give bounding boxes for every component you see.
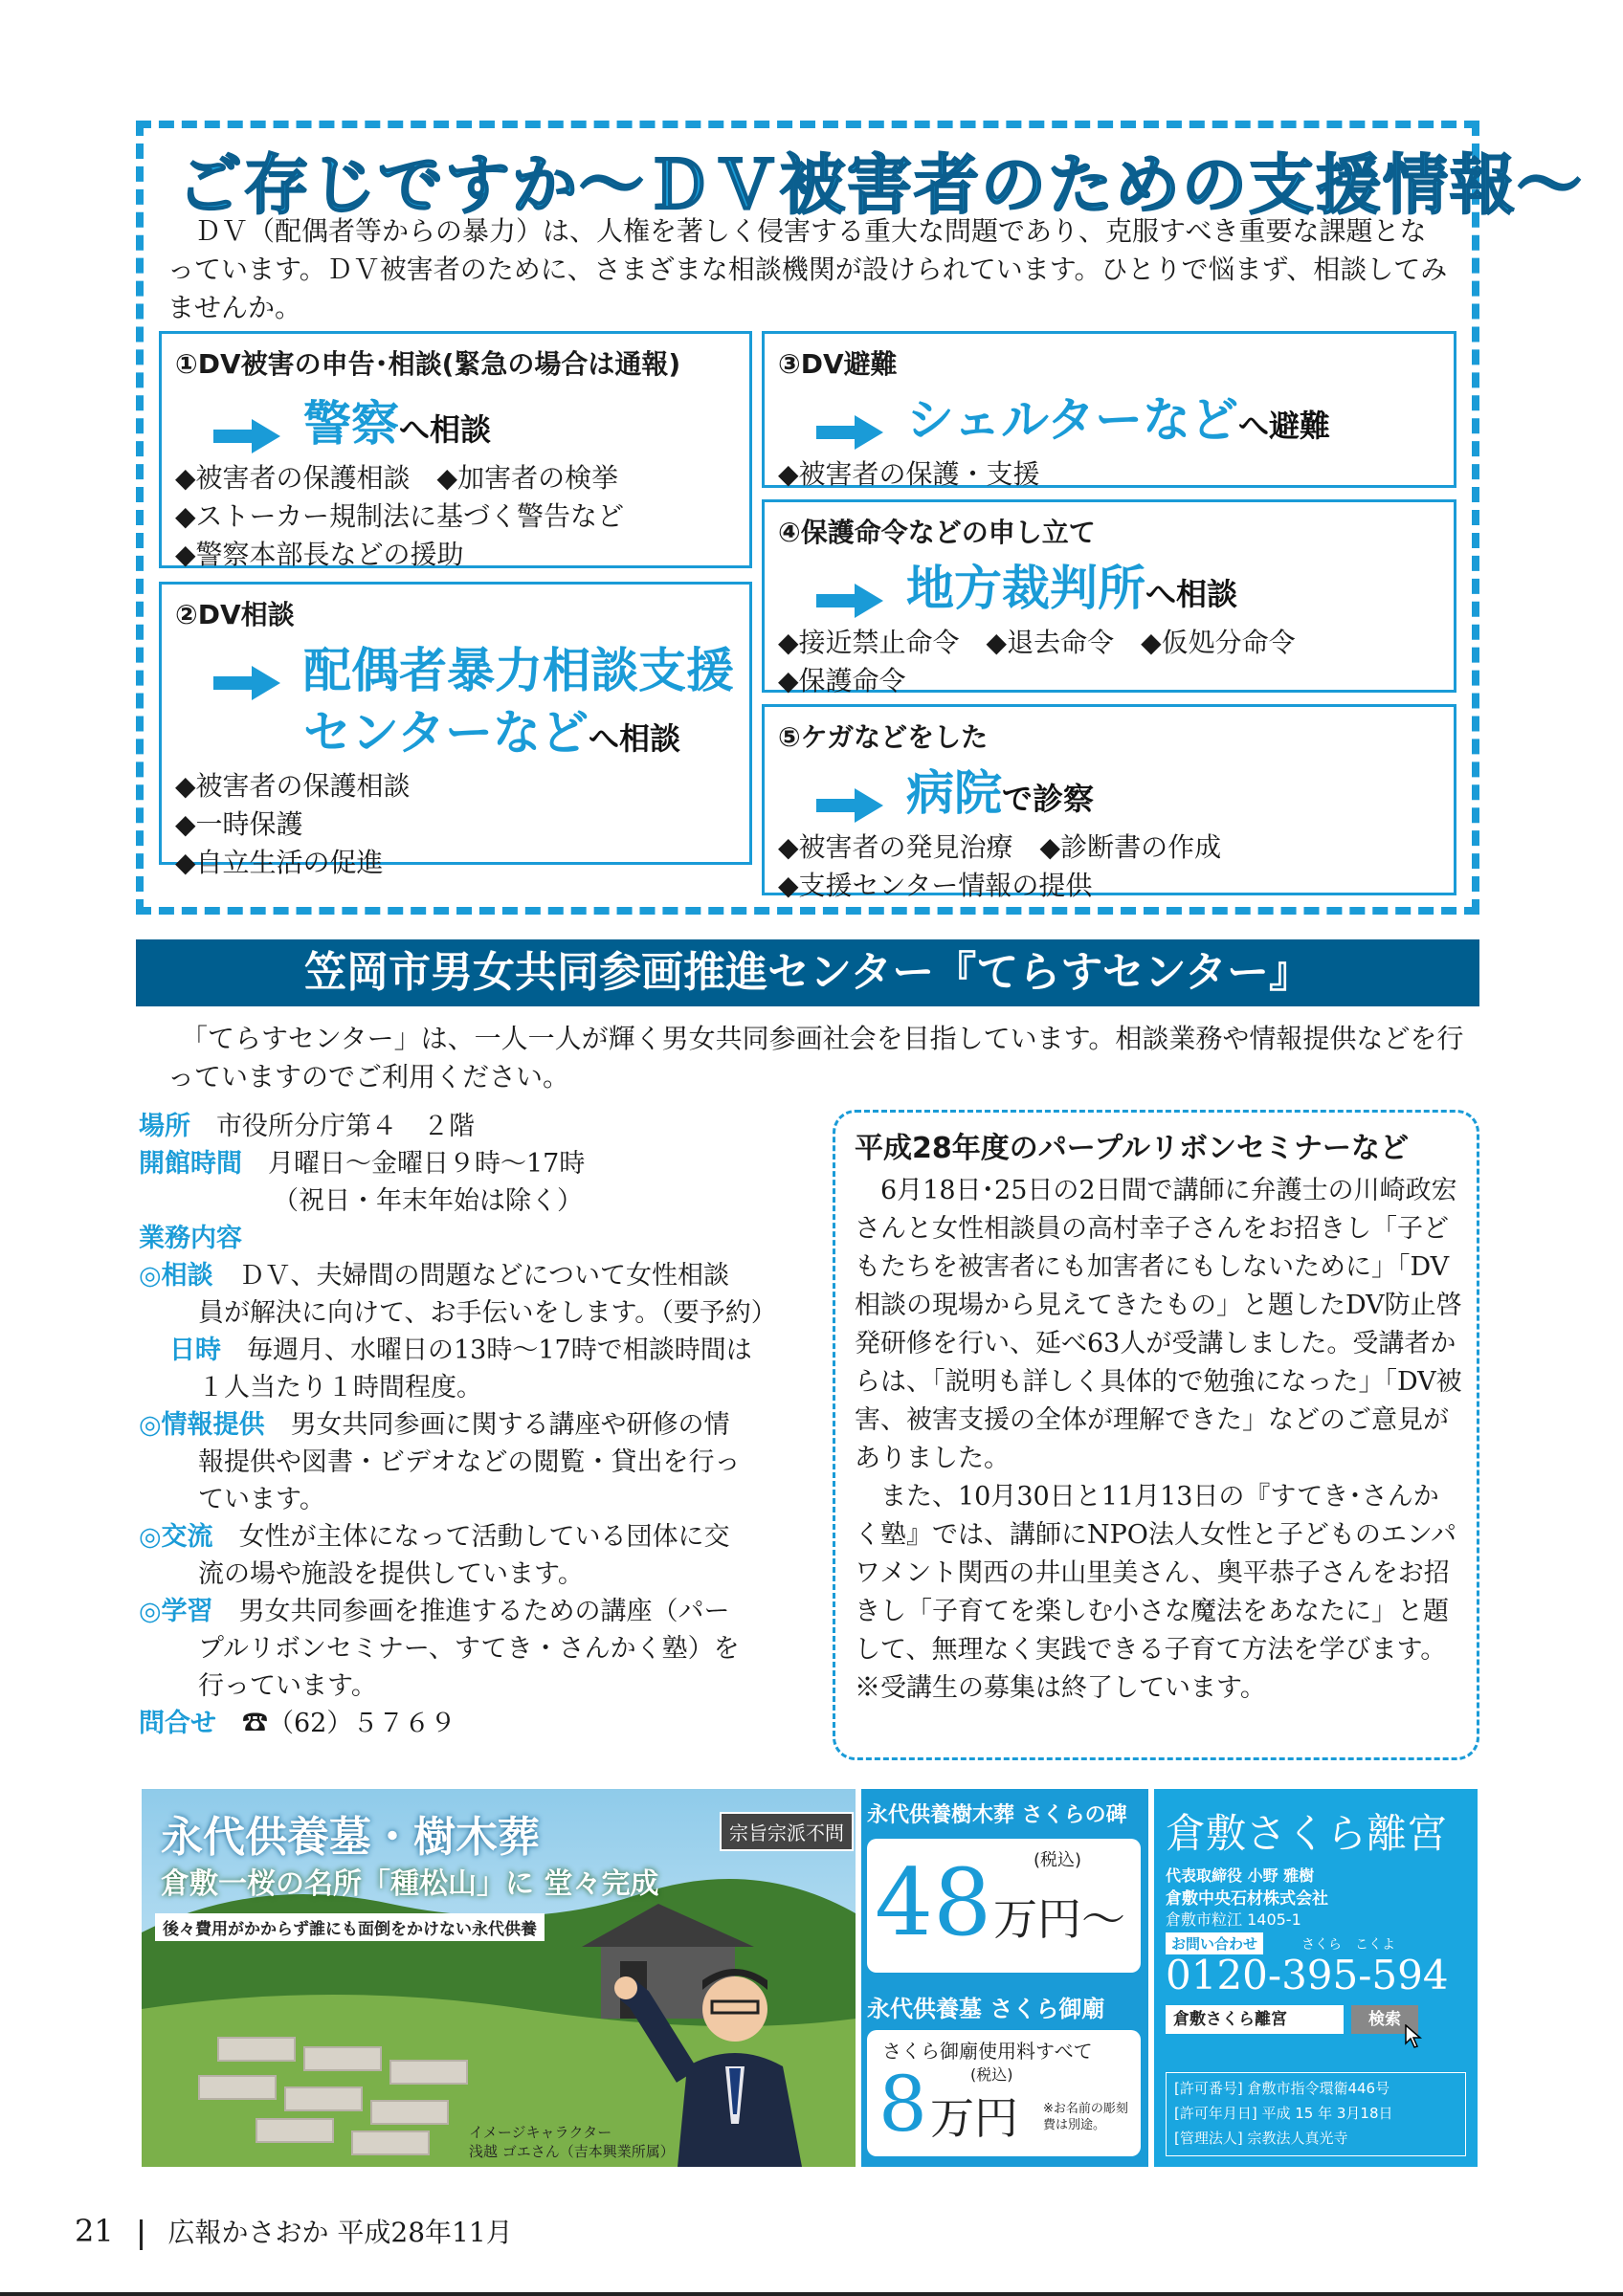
ad-headline: 永代供養墓・樹木葬 [161, 1813, 540, 1862]
footer-divider [140, 2219, 143, 2250]
price1-amount: 48 [875, 1849, 992, 1956]
terasu-info [139, 1108, 823, 1742]
phone-number[interactable]: 0120-395-594 [1166, 1952, 1449, 1998]
permit-box [1166, 2072, 1466, 2156]
exchange-label: ◎交流 [139, 1522, 213, 1552]
ad-price-panel [861, 1789, 1148, 2167]
study-label: ◎学習 [139, 1597, 213, 1626]
list-item: ◆接近禁止命令 ◆退去命令 ◆仮処分命令 [778, 626, 1296, 658]
cursor-icon [1405, 2024, 1424, 2049]
info-label: ◎情報提供 [139, 1410, 265, 1440]
target-name: 警察 [303, 396, 399, 452]
seminar-note: ※受講生の募集は終了しています。 [855, 1673, 1266, 1703]
seminar-title: 平成28年度のパープルリボンセミナーなど [855, 1132, 1410, 1165]
schedule-text: 毎週月、水曜日の13時～17時で相談時間は [247, 1336, 752, 1365]
hours-value: 月曜日～金曜日９時～17時 [268, 1149, 586, 1179]
consult-text: ＤＶ、夫婦間の問題などについて女性相談 [238, 1261, 730, 1291]
inquiry-label: お問い合わせ [1166, 1932, 1263, 1954]
dv-box-police [159, 331, 752, 568]
contact-phone: ☎（62）５７６９ [242, 1709, 456, 1738]
list-item: ◆一時保護 [175, 807, 303, 840]
box-heading: ⑤ケガなどをした [778, 721, 989, 753]
schedule-label: 日時 [169, 1336, 221, 1365]
list-item: ◆被害者の保護相談 [175, 769, 411, 802]
box-heading: ①DV被害の申告･相談(緊急の場合は通報) [175, 348, 681, 380]
services-label: 業務内容 [139, 1224, 242, 1253]
study-text-3: 行っています。 [198, 1671, 377, 1701]
dv-box-court [762, 499, 1456, 696]
list-item: ◆自立生活の促進 [175, 846, 384, 878]
target-suffix: で診察 [1002, 781, 1095, 817]
exchange-text-2: 流の場や施設を提供しています。 [198, 1559, 584, 1589]
dv-intro: ＤＶ（配偶者等からの暴力）は、人権を著しく侵害する重大な問題であり、克服すべき重要な課題となっています。ＤＶ被害者のために、さまざまな相談機関が設けられています。ひとりで悩まず、相談してみませんか。 [167, 215, 1448, 323]
exchange-text: 女性が主体になって活動している団体に交 [238, 1522, 730, 1552]
target-name: 病院 [906, 765, 1002, 821]
representative: 代表取締役 小野 雅樹 [1166, 1866, 1315, 1885]
list-item: ◆被害者の保護・支援 [778, 457, 1040, 490]
consult-label: ◎相談 [139, 1261, 213, 1291]
phone-ruby: さくら こくよ [1301, 1937, 1395, 1953]
seminar-paragraph-2: また、10月30日と11月13日の『すてき･さんかく塾』では、講師にNPO法人女性と子どものエンパワメント関西の井山里美さん、奥平恭子さんをお招きし「子育てを楽しむ小さな魔法をあなたに」と題して、無理なく実践できる子育て方法を学びます。 [855, 1482, 1457, 1665]
hours-label: 開館時間 [139, 1149, 242, 1179]
ad-tag: 宗旨宗派不問 [720, 1812, 854, 1851]
price2-desc: さくら御廟使用料すべて [882, 2040, 1093, 2063]
ad-photo-panel [142, 1789, 856, 2167]
study-text-2: プルリボンセミナー、すてき・さんかく塾）を [198, 1634, 740, 1664]
ad-subheadline: 倉敷一桜の名所「種松山」に 堂々完成 [161, 1867, 659, 1901]
price2-card [867, 2030, 1141, 2156]
dv-title: ご存じですか～ＤＶ被害者のための支援情報～ [177, 148, 1585, 224]
list-item: ◆警察本部長などの援助 [175, 538, 464, 570]
ad-caption-1: イメージキャラクター [469, 2124, 612, 2141]
target-suffix: へ相談 [1145, 576, 1238, 612]
ad-contact-panel [1154, 1789, 1478, 2167]
hours-note: （祝日・年末年始は除く） [273, 1186, 583, 1216]
ad-caption-2: 浅越 ゴエさん（吉本興業所属） [469, 2143, 675, 2160]
arrow-right-icon [816, 413, 883, 452]
arrow-right-icon [213, 417, 280, 455]
permit-corp: [管理法人] 宗教法人真光寺 [1174, 2130, 1348, 2147]
list-item: ◆支援センター情報の提供 [778, 869, 1093, 901]
consult-text-2: 員が解決に向けて、お手伝いをします。（要予約） [198, 1298, 777, 1328]
price1-label: 永代供養樹木葬 さくらの碑 [867, 1803, 1127, 1827]
list-item: ◆ストーカー規制法に基づく警告など [175, 499, 624, 532]
list-item: ◆被害者の発見治療 ◆診断書の作成 [778, 830, 1222, 863]
arrow-right-icon [816, 786, 883, 825]
price2-amount: 8 [878, 2060, 927, 2149]
search-box[interactable]: 倉敷さくら離宮 [1166, 2005, 1344, 2034]
list-item: ◆保護命令 [778, 664, 906, 696]
price1-tax: (税込) [1034, 1850, 1082, 1870]
page-footer [75, 2212, 513, 2250]
target-name: シェルターなど [906, 392, 1238, 448]
list-item: ◆被害者の保護相談 ◆加害者の検挙 [175, 461, 619, 494]
target-suffix: へ避難 [1238, 408, 1331, 444]
dv-box-hospital [762, 704, 1456, 901]
box-heading: ②DV相談 [175, 599, 295, 630]
contact-label: 問合せ [139, 1709, 216, 1738]
price2-label: 永代供養墓 さくら御廟 [867, 1996, 1105, 2022]
page-number: 21 [75, 2213, 114, 2249]
box-heading: ③DV避難 [778, 348, 898, 380]
company-name: 倉敷中央石材株式会社 [1166, 1889, 1328, 1909]
dv-box-center [159, 582, 752, 878]
place-value: 市役所分庁第４ ２階 [216, 1112, 475, 1141]
search-button[interactable]: 検索 [1351, 2005, 1418, 2034]
price1-card [867, 1839, 1141, 1973]
publication-name: 広報かさおか 平成28年11月 [167, 2217, 513, 2248]
price2-unit: 万円 [930, 2092, 1018, 2144]
company-address: 倉敷市粒江 1405-1 [1166, 1910, 1301, 1929]
dv-box-shelter [762, 331, 1456, 488]
price2-note: ※お名前の彫刻費は別途。 [1043, 2102, 1128, 2132]
price2-tax: (税込) [970, 2065, 1013, 2084]
place-label: 場所 [139, 1112, 190, 1141]
seminar-body [855, 1172, 1463, 1708]
info-text-2: 報提供や図書・ビデオなどの閲覧・貸出を行っ [198, 1447, 741, 1477]
seminar-paragraph-1: 6月18日･25日の2日間で講師に弁護士の川崎政宏さんと女性相談員の高村幸子さんをお招きし「子どもたちを被害者にも加害者にもしないために」「DV相談の現場から見えてきたもの」と題したDV防止啓発研修を行い、延べ63人が受講しました。受講者からは、「説明も詳しく具体的で勉強になった」「DV被害、被害支援の全体が理解できた」などのご意見がありました。 [855, 1176, 1462, 1473]
target-suffix: へ相談 [589, 719, 681, 757]
info-text-3: ています。 [198, 1485, 325, 1514]
target-name-line2: センターなど [303, 704, 589, 761]
info-text: 男女共同参画に関する講座や研修の情 [290, 1410, 730, 1440]
box-heading: ④保護命令などの申し立て [778, 517, 1096, 548]
schedule-text-2: １人当たり１時間程度。 [198, 1373, 482, 1402]
arrow-right-icon [816, 582, 883, 620]
arrow-right-icon [213, 664, 280, 702]
target-name: 地方裁判所 [906, 561, 1145, 616]
terasu-intro: 「てらすセンター」は、一人一人が輝く男女共同参画社会を目指しています。相談業務や情報提供などを行っていますのでご利用ください。 [167, 1023, 1464, 1093]
permit-date: [許可年月日] 平成 15 年 3月18日 [1174, 2105, 1393, 2122]
bottom-rule [0, 2292, 1623, 2296]
study-text: 男女共同参画を推進するための講座（パー [238, 1597, 730, 1626]
target-name: 配偶者暴力相談支援 [303, 643, 734, 698]
brand-name: 倉敷さくら離宮 [1166, 1810, 1448, 1857]
price1-unit: 万円～ [993, 1893, 1125, 1945]
terasu-banner: 笠岡市男女共同参画推進センター『てらすセンター』 [136, 939, 1479, 1006]
ad-strip: 後々費用がかからず誰にも面倒をかけない永代供養 [155, 1913, 545, 1941]
seminar-box [833, 1110, 1479, 1760]
permit-number: [許可番号] 倉敷市指令環衛446号 [1174, 2080, 1390, 2097]
target-suffix: へ相談 [399, 411, 492, 448]
